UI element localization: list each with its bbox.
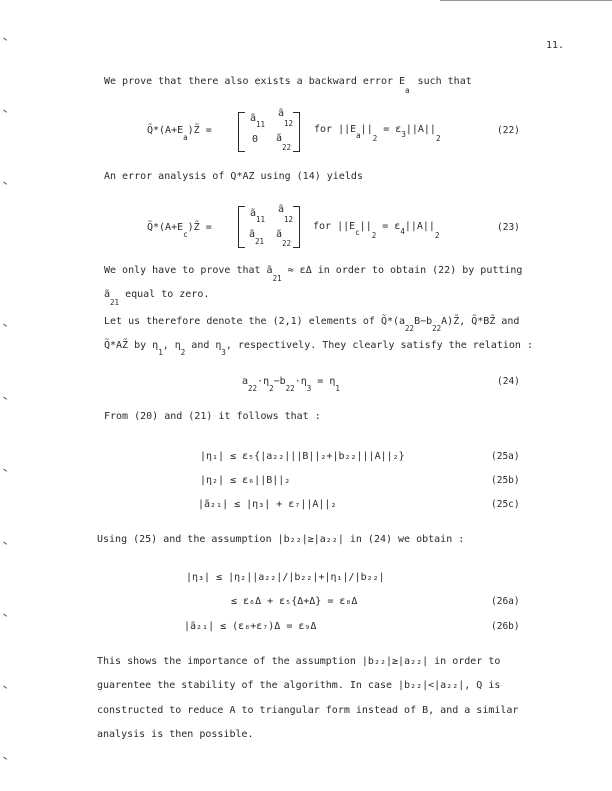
matrix-bracket-right <box>293 112 300 152</box>
para1-line2: $ã_{21}$ equal to zero. <box>104 289 210 307</box>
from-line: From (20) and (21) it follows that : <box>104 411 321 422</box>
eq25c-label: (25c) <box>491 499 520 510</box>
eq22-m21: 0 <box>252 134 259 145</box>
margin-mark <box>3 35 9 41</box>
eq23-m22: $ã_{22}$ <box>276 229 292 248</box>
para1-line4: Q̃*AZ̃ by $\eta_1$, $\eta_2$ and $\eta_3$, respectively. They clearly satisfy the relation : <box>104 340 533 357</box>
margin-mark <box>3 394 9 400</box>
eq25c-body: |ã₂₁| ≤ |η₃| + ε₇||A||₂ <box>198 499 337 510</box>
para1-line3: Let us therefore denote the (2,1) elements of $Q̃*(a_{22}B-b_{22}A)Z̃$, Q̃*BZ̃ and <box>104 316 520 333</box>
eq23-label: (23) <box>497 222 520 233</box>
eq24-label: (24) <box>497 376 520 387</box>
margin-mark <box>3 466 9 472</box>
intro-line <box>104 76 472 95</box>
margin-mark <box>3 611 9 617</box>
eq23-lhs: $Q̃*(A+E_c)Z̃$ = <box>147 222 212 239</box>
matrix-bracket-right <box>293 206 300 248</box>
margin-mark <box>3 321 9 327</box>
margin-mark <box>3 683 9 689</box>
using-line: Using (25) and the assumption |b₂₂|≥|a₂₂| in (24) we obtain : <box>97 534 465 545</box>
error-analysis-line: An error analysis of Q*AZ using (14) yields <box>104 171 363 182</box>
eq22-condition: for $||E_a||_2 = \varepsilon_3||A||_2$ <box>314 124 441 143</box>
para2-line4: analysis is then possible. <box>97 729 254 740</box>
page-number: 11. <box>546 40 565 51</box>
margin-mark <box>3 539 9 545</box>
margin-mark <box>3 754 9 760</box>
eq23-m12: $ã_{12}$ <box>278 204 294 224</box>
matrix-bracket-left <box>238 112 245 152</box>
eq25a-label: (25a) <box>491 451 520 462</box>
para1-line1: We only have to prove that $ã_{21} \approx \varepsilon\Delta$ in order to obtain (22) by putting <box>104 265 523 283</box>
intro-text: We prove that there also exists a backward error E <box>104 76 406 87</box>
eq25b-label: (25b) <box>491 475 520 486</box>
eq26a-line2: ≤ ε₆Δ + ε₅{Δ+Δ} = ε₈Δ <box>231 596 358 607</box>
eq23-condition: for $||E_c||_2 = \varepsilon_4||A||_2$ <box>313 221 440 240</box>
eq22-m12: $ã_{12}$ <box>278 108 294 128</box>
eq26b-label: (26b) <box>491 621 520 632</box>
eq24-body: $a_{22}\cdot\eta_2-b_{22}\cdot\eta_3 = \eta_1$ <box>242 376 340 393</box>
eq23-m21: $ã_{21}$ <box>249 229 265 246</box>
matrix-bracket-left <box>238 206 245 248</box>
margin-mark <box>3 179 9 185</box>
scan-top-edge <box>440 0 612 1</box>
eq22-lhs: $Q̃*(A+E_a)Z̃$ = <box>147 125 212 142</box>
eq26a-label: (26a) <box>491 596 520 607</box>
eq22-m22: $ã_{22}$ <box>276 133 292 152</box>
para2-line1: This shows the importance of the assumption |b₂₂|≥|a₂₂| in order to <box>97 656 501 667</box>
para2-line3: constructed to reduce A to triangular form instead of B, and a similar <box>97 705 519 716</box>
eq26b-body: |ã₂₁| ≤ (ε₈+ε₇)Δ = ε₉Δ <box>184 621 317 632</box>
eq25b-body: |η₂| ≤ ε₆||B||₂ <box>200 475 291 486</box>
intro-end: such that <box>417 76 472 87</box>
eq25a-body: |η₁| ≤ ε₅{|a₂₂|||B||₂+|b₂₂|||A||₂} <box>200 451 405 462</box>
eq22-label: (22) <box>497 125 520 136</box>
eq26a-line1: |η₃| ≤ |η₂||a₂₂|/|b₂₂|+|η₁|/|b₂₂| <box>186 572 385 583</box>
para2-line2: guarentee the stability of the algorithm. In case |b₂₂|<|a₂₂|, Q is <box>97 680 501 691</box>
intro-sub: a <box>405 86 410 95</box>
margin-mark <box>3 107 9 113</box>
eq22-m11: $ã_{11}$ <box>250 113 266 129</box>
eq23-m11: $ã_{11}$ <box>250 208 266 224</box>
